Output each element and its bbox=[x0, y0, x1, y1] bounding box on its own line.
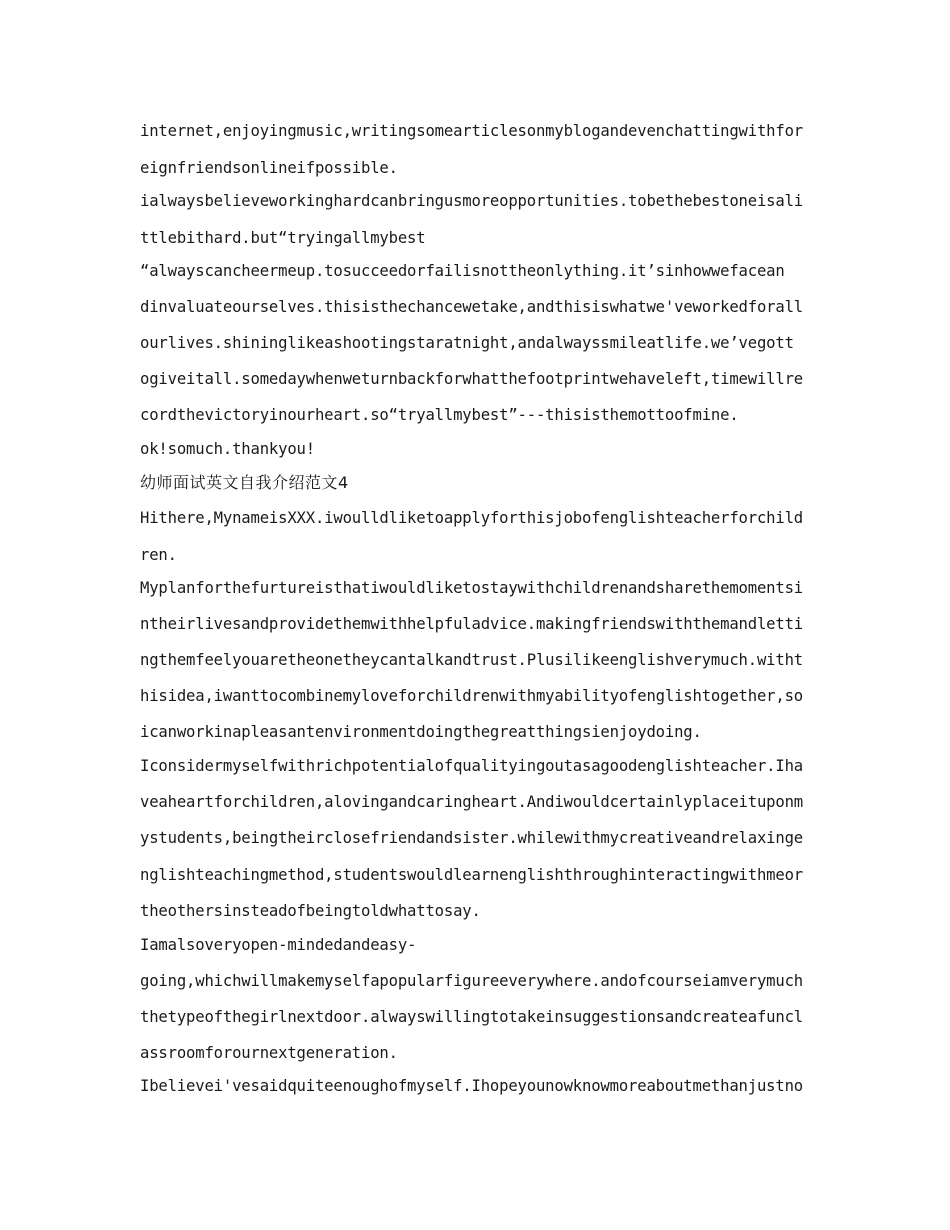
text-line: ntheirlivesandprovidethemwithhelpfuladvice.makingfriendswiththemandletti bbox=[140, 615, 803, 633]
text-line: hisidea,iwanttocombinemyloveforchildrenwithmyabilityofenglishtogether,so bbox=[140, 687, 803, 705]
text-line: internet,enjoyingmusic,writingsomearticlesonmyblogandevenchattingwithfor bbox=[140, 122, 803, 140]
text-line: Iconsidermyselfwithrichpotentialofqualityingoutasagoodenglishteacher.Iha bbox=[140, 757, 803, 775]
text-line: theothersinsteadofbeingtoldwhattosay. bbox=[140, 902, 481, 920]
text-line: going,whichwillmakemyselfapopularfigureeverywhere.andofcourseiamverymuch bbox=[140, 972, 803, 990]
text-line: ttlebithard.but“tryingallmybest bbox=[140, 229, 426, 247]
text-line: ystudents,beingtheirclosefriendandsister.whilewithmycreativeandrelaxinge bbox=[140, 829, 803, 847]
text-line: ngthemfeelyouaretheonetheycantalkandtrust.Plusilikeenglishverymuch.witht bbox=[140, 651, 803, 669]
text-line: Myplanforthefurtureisthatiwouldliketostaywithchildrenandsharethemomentsi bbox=[140, 579, 803, 597]
text-line: eignfriendsonlineifpossible. bbox=[140, 159, 398, 177]
text-line: veaheartforchildren,alovingandcaringheart.Andiwouldcertainlyplaceituponm bbox=[140, 793, 803, 811]
text-line: cordthevictoryinourheart.so“tryallmybest”---thisisthemottoofmine. bbox=[140, 406, 739, 424]
text-line: ourlives.shininglikeashootingstaratnight,andalwayssmileatlife.we’vegott bbox=[140, 334, 794, 352]
text-line: Iamalsoveryopen-mindedandeasy- bbox=[140, 936, 417, 954]
text-line: Hithere,MynameisXXX.iwoulldliketoapplyforthisjobofenglishteacherforchild bbox=[140, 509, 803, 527]
text-line: Ibelievei'vesaidquiteenoughofmyself.Ihopeyounowknowmoreaboutmethanjustno bbox=[140, 1077, 803, 1095]
text-line: “alwayscancheermeup.tosucceedorfailisnottheonlything.it’sinhowwefacean bbox=[140, 262, 785, 280]
text-line: ok!somuch.thankyou! bbox=[140, 440, 315, 458]
text-line: icanworkinapleasantenvironmentdoingthegreatthingsienjoydoing. bbox=[140, 723, 702, 741]
text-line: dinvaluateourselves.thisisthechancewetake,andthisiswhatwe'veworkedforall bbox=[140, 298, 803, 316]
text-line: assroomforournextgeneration. bbox=[140, 1044, 398, 1062]
text-line: ialwaysbelieveworkinghardcanbringusmoreopportunities.tobethebestoneisali bbox=[140, 192, 803, 210]
text-line: ren. bbox=[140, 546, 177, 564]
text-line: nglishteachingmethod,studentswouldlearnenglishthroughinteractingwithmeor bbox=[140, 866, 803, 884]
section-heading: 幼师面试英文自我介绍范文4 bbox=[140, 473, 349, 492]
text-line: ogiveitall.somedaywhenweturnbackforwhatthefootprintwehaveleft,timewillre bbox=[140, 370, 803, 388]
text-line: thetypeofthegirlnextdoor.alwayswillingtotakeinsuggestionsandcreateafuncl bbox=[140, 1008, 803, 1026]
